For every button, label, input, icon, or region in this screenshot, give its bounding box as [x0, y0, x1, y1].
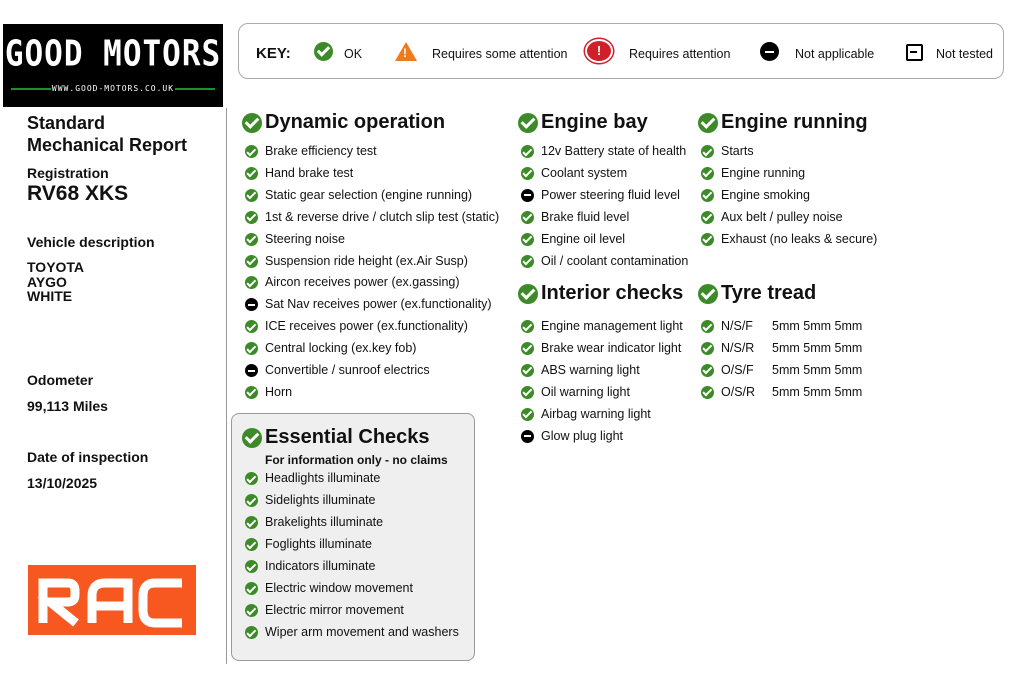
not-applicable-icon	[521, 189, 534, 202]
tyre-tread-ok-icon	[698, 284, 718, 304]
odometer-value: 99,113 Miles	[27, 398, 108, 414]
ok-icon	[245, 211, 258, 224]
key-some-attention-label: Requires some attention	[432, 47, 568, 61]
tyre-tread-title: Tyre tread	[721, 282, 817, 304]
engine-bay-item-label: Engine oil level	[541, 231, 626, 246]
ok-icon	[245, 516, 258, 529]
ok-icon	[701, 320, 714, 333]
not-applicable-icon	[760, 42, 779, 61]
ok-icon	[701, 342, 714, 355]
ok-icon	[245, 472, 258, 485]
ok-icon	[701, 211, 714, 224]
logo-name: GOOD MOTORS	[4, 33, 222, 75]
tyre-item-label: N/S/R	[721, 340, 755, 355]
dynamic-item-label: 1st & reverse drive / clutch slip test (static)	[265, 209, 500, 224]
inspection-date-value: 13/10/2025	[27, 475, 98, 491]
interior-item-label: Airbag warning light	[541, 406, 651, 421]
ok-icon	[701, 233, 714, 246]
ok-icon	[245, 167, 258, 180]
ok-icon	[245, 494, 258, 507]
tyre-item-label: O/S/F	[721, 362, 754, 377]
logo-divider-right	[175, 88, 215, 90]
ok-icon	[245, 189, 258, 202]
tyre-tread-depths: 5mm 5mm 5mm	[772, 319, 863, 333]
odometer-label: Odometer	[27, 372, 94, 388]
key-not-applicable-label: Not applicable	[795, 47, 875, 61]
ok-icon	[521, 145, 534, 158]
dynamic-section-ok-icon	[242, 113, 262, 133]
ok-icon	[245, 582, 258, 595]
ok-icon	[245, 233, 258, 246]
essential-checks-note: For information only - no claims	[265, 453, 448, 467]
engine-bay-title: Engine bay	[541, 111, 648, 133]
ok-icon	[521, 342, 534, 355]
interior-checks-ok-icon	[518, 284, 538, 304]
vehicle-description	[27, 260, 84, 304]
ok-icon	[701, 189, 714, 202]
ok-icon	[521, 233, 534, 246]
essential-item-label: Indicators illuminate	[265, 559, 376, 573]
good-motors-logo	[3, 24, 223, 107]
not-tested-icon	[906, 44, 923, 61]
essential-item-label: Sidelights illuminate	[265, 493, 376, 507]
dynamic-item-label: Hand brake test	[265, 165, 354, 180]
report-title-line-1: Standard	[27, 113, 106, 133]
ok-icon	[245, 145, 258, 158]
ok-icon	[245, 342, 258, 355]
ok-icon	[245, 538, 258, 551]
ok-icon	[701, 386, 714, 399]
dynamic-item-label: Central locking (ex.key fob)	[265, 341, 417, 356]
rac-logo	[28, 565, 196, 635]
ok-icon	[245, 320, 258, 333]
report-title-line-2: Mechanical Report	[27, 135, 188, 155]
engine-running-item-label: Exhaust (no leaks & secure)	[721, 231, 878, 246]
interior-item-label: Oil warning light	[541, 384, 630, 399]
ok-icon	[521, 408, 534, 421]
dynamic-item-label: Horn	[265, 384, 293, 399]
engine-running-title: Engine running	[721, 111, 868, 133]
dynamic-operation-title: Dynamic operation	[265, 111, 446, 133]
ok-icon	[701, 364, 714, 377]
essential-item-label: Brakelights illuminate	[265, 515, 384, 529]
tyre-item-label: O/S/R	[721, 384, 756, 399]
interior-item-label: ABS warning light	[541, 362, 640, 377]
logo-url: WWW.GOOD-MOTORS.CO.UK	[51, 84, 175, 93]
vehicle-model: AYGO	[27, 273, 67, 290]
essential-checks-title: Essential Checks	[265, 426, 430, 448]
engine-bay-item-label: Coolant system	[541, 165, 628, 180]
attention-icon: !	[587, 41, 611, 61]
dynamic-item-label: Brake efficiency test	[265, 144, 377, 158]
ok-icon	[521, 364, 534, 377]
dynamic-item-label: ICE receives power (ex.functionality)	[265, 319, 468, 334]
interior-item-label: Glow plug light	[541, 428, 623, 443]
not-applicable-icon	[245, 298, 258, 311]
key-attention-label: Requires attention	[629, 47, 731, 61]
rac-logo-mark	[28, 565, 196, 635]
warning-exclamation: !	[403, 46, 407, 60]
key-title: KEY:	[256, 45, 291, 62]
ok-icon	[521, 386, 534, 399]
vehicle-description-label: Vehicle description	[27, 234, 155, 250]
interior-checks-title: Interior checks	[541, 282, 684, 304]
tyre-tread-depths: 5mm 5mm 5mm	[772, 384, 863, 399]
ok-icon	[521, 255, 534, 268]
not-applicable-icon	[245, 364, 258, 377]
ok-icon	[521, 211, 534, 224]
ok-icon	[245, 604, 258, 617]
engine-running-item-label: Engine smoking	[721, 187, 810, 202]
inspection-date-label: Date of inspection	[27, 449, 149, 465]
dynamic-item-label: Steering noise	[265, 231, 345, 246]
report-title	[27, 112, 187, 156]
vehicle-make: TOYOTA	[27, 259, 85, 275]
tyre-tread-depths: 5mm 5mm 5mm	[772, 340, 863, 355]
ok-icon	[701, 167, 714, 180]
engine-running-item-label: Aux belt / pulley noise	[721, 209, 843, 224]
dynamic-item-label: Static gear selection (engine running)	[265, 187, 473, 202]
ok-icon	[245, 626, 258, 639]
engine-bay-item-label: 12v Battery state of health	[541, 144, 687, 158]
dynamic-item-label: Suspension ride height (ex.Air Susp)	[265, 253, 468, 268]
essential-item-label: Electric mirror movement	[265, 603, 404, 617]
ok-icon	[701, 145, 714, 158]
registration-label: Registration	[27, 165, 109, 181]
key-not-tested-label: Not tested	[936, 47, 993, 61]
engine-bay-item-label: Brake fluid level	[541, 209, 630, 224]
registration-value: RV68 XKS	[27, 182, 129, 205]
vehicle-colour: WHITE	[27, 288, 73, 304]
dynamic-item-label: Convertible / sunroof electrics	[265, 363, 430, 377]
not-applicable-icon	[521, 430, 534, 443]
engine-bay-item-label: Power steering fluid level	[541, 187, 680, 202]
interior-item-label: Brake wear indicator light	[541, 340, 682, 355]
ok-icon	[245, 560, 258, 573]
key-ok-label: OK	[344, 47, 363, 61]
interior-item-label: Engine management light	[541, 319, 683, 333]
essential-section-ok-icon	[242, 428, 262, 448]
engine-bay-item-label: Oil / coolant contamination	[541, 253, 689, 268]
essential-item-label: Electric window movement	[265, 581, 413, 595]
essential-item-label: Foglights illuminate	[265, 537, 372, 551]
ok-icon	[245, 255, 258, 268]
engine-bay-ok-icon	[518, 113, 538, 133]
ok-icon	[521, 320, 534, 333]
dynamic-item-label: Sat Nav receives power (ex.functionality)	[265, 297, 492, 312]
essential-item-label: Wiper arm movement and washers	[265, 625, 459, 639]
ok-icon	[245, 386, 258, 399]
engine-running-item-label: Starts	[721, 144, 754, 158]
tyre-tread-depths: 5mm 5mm 5mm	[772, 362, 863, 377]
engine-running-item-label: Engine running	[721, 165, 806, 180]
column-divider	[226, 108, 227, 664]
ok-icon	[314, 42, 333, 61]
engine-running-ok-icon	[698, 113, 718, 133]
tyre-item-label: N/S/F	[721, 319, 753, 333]
essential-item-label: Headlights illuminate	[265, 471, 381, 485]
dynamic-item-label: Aircon receives power (ex.gassing)	[265, 275, 460, 290]
ok-icon	[245, 276, 258, 289]
ok-icon	[521, 167, 534, 180]
